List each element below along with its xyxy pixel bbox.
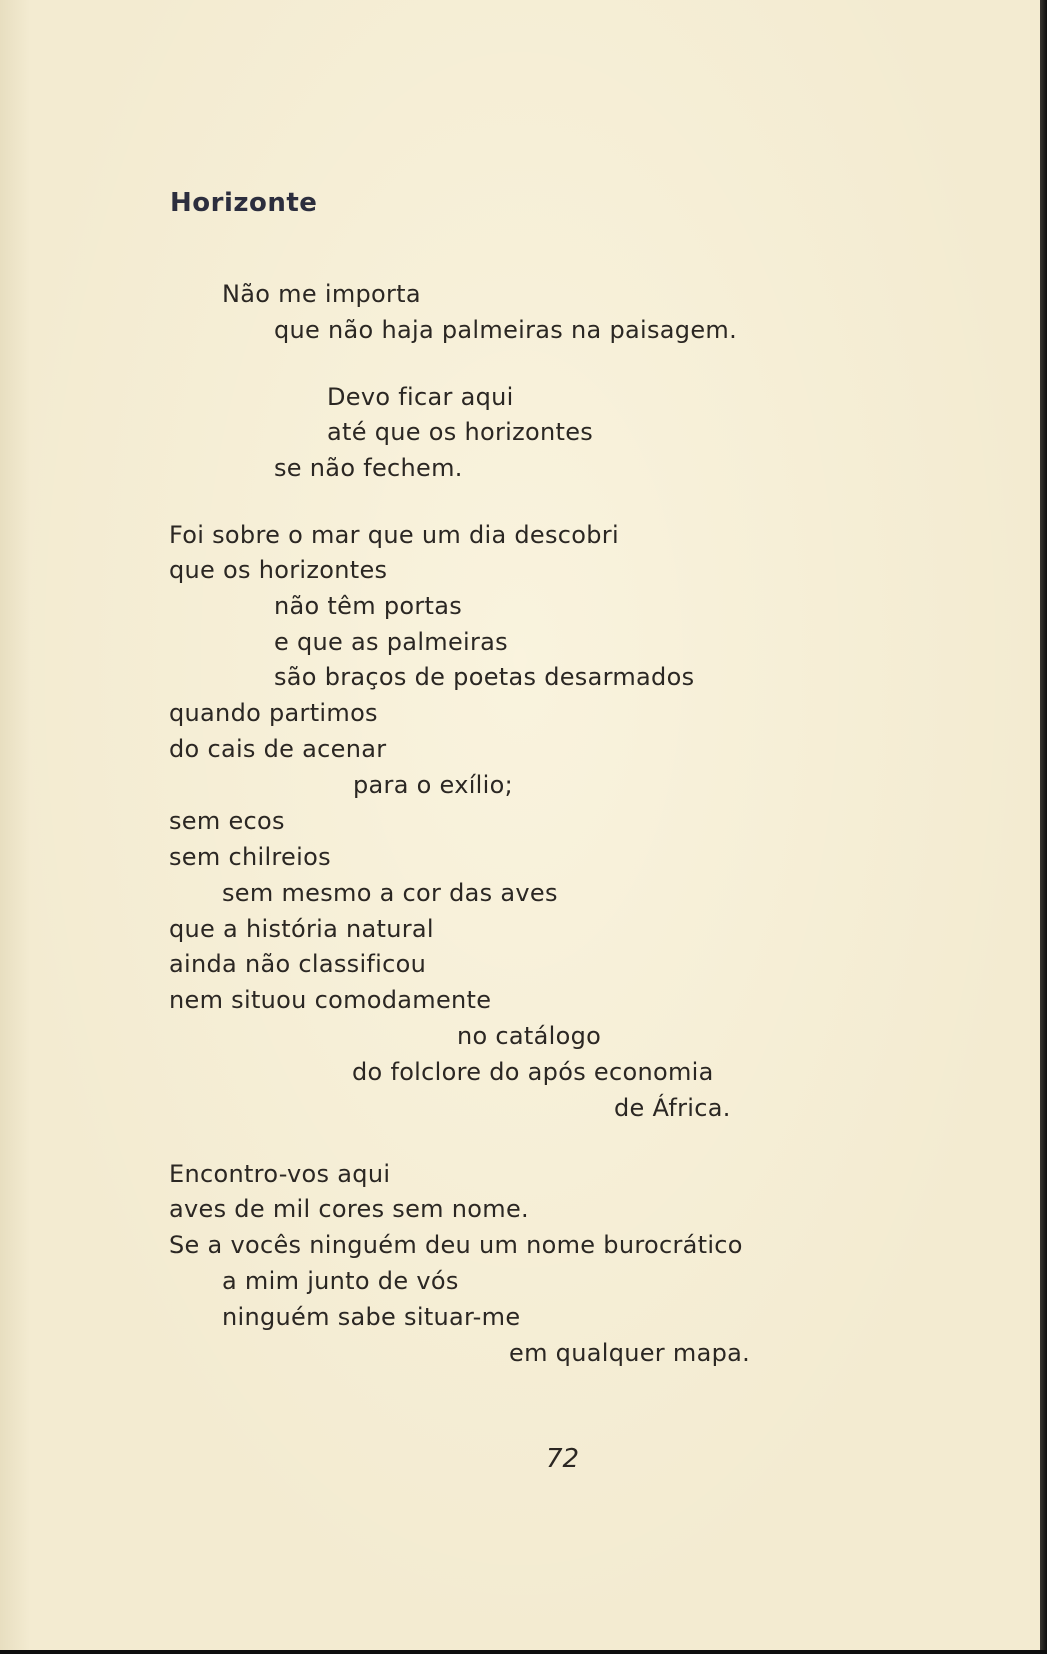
poem-line: Se a vocês ninguém deu um nome burocrático — [169, 1231, 743, 1259]
poem-line: que os horizontes — [169, 556, 388, 584]
poem-line: aves de mil cores sem nome. — [169, 1195, 529, 1223]
poem-line: são braços de poetas desarmados — [274, 663, 695, 691]
poem-line: do folclore do após economia — [352, 1058, 714, 1086]
poem-line: Devo ficar aqui — [327, 383, 514, 411]
poem-line: Encontro-vos aqui — [169, 1160, 391, 1188]
poem-line: de África. — [614, 1094, 731, 1122]
poem-line: não têm portas — [274, 592, 463, 620]
poem-line: do cais de acenar — [169, 735, 387, 763]
poem-line: até que os horizontes — [327, 418, 594, 446]
poem-line: a mim junto de vós — [222, 1267, 459, 1295]
poem-line: sem chilreios — [169, 843, 331, 871]
poem-line: e que as palmeiras — [274, 628, 508, 656]
poem-line: Foi sobre o mar que um dia descobri — [169, 521, 619, 549]
poem-line: quando partimos — [169, 699, 378, 727]
page-number: 72 — [546, 1444, 580, 1474]
poem-title: Horizonte — [170, 188, 318, 218]
page-bottom-shadow — [0, 1650, 1047, 1654]
page-edge-shadow — [1040, 0, 1047, 1654]
poem-line: ninguém sabe situar-me — [222, 1303, 521, 1331]
poem-line: para o exílio; — [353, 771, 513, 799]
poem-line: ainda não classificou — [169, 950, 427, 978]
poem-line: nem situou comodamente — [169, 986, 492, 1014]
poem-line: que não haja palmeiras na paisagem. — [274, 316, 737, 344]
poem-line: sem mesmo a cor das aves — [222, 879, 558, 907]
poem-line: que a história natural — [169, 915, 434, 943]
poem-line: se não fechem. — [274, 454, 463, 482]
poem-line: no catálogo — [457, 1022, 602, 1050]
poem-line: sem ecos — [169, 807, 285, 835]
poem-line: Não me importa — [222, 280, 421, 308]
poem-line: em qualquer mapa. — [509, 1339, 751, 1367]
